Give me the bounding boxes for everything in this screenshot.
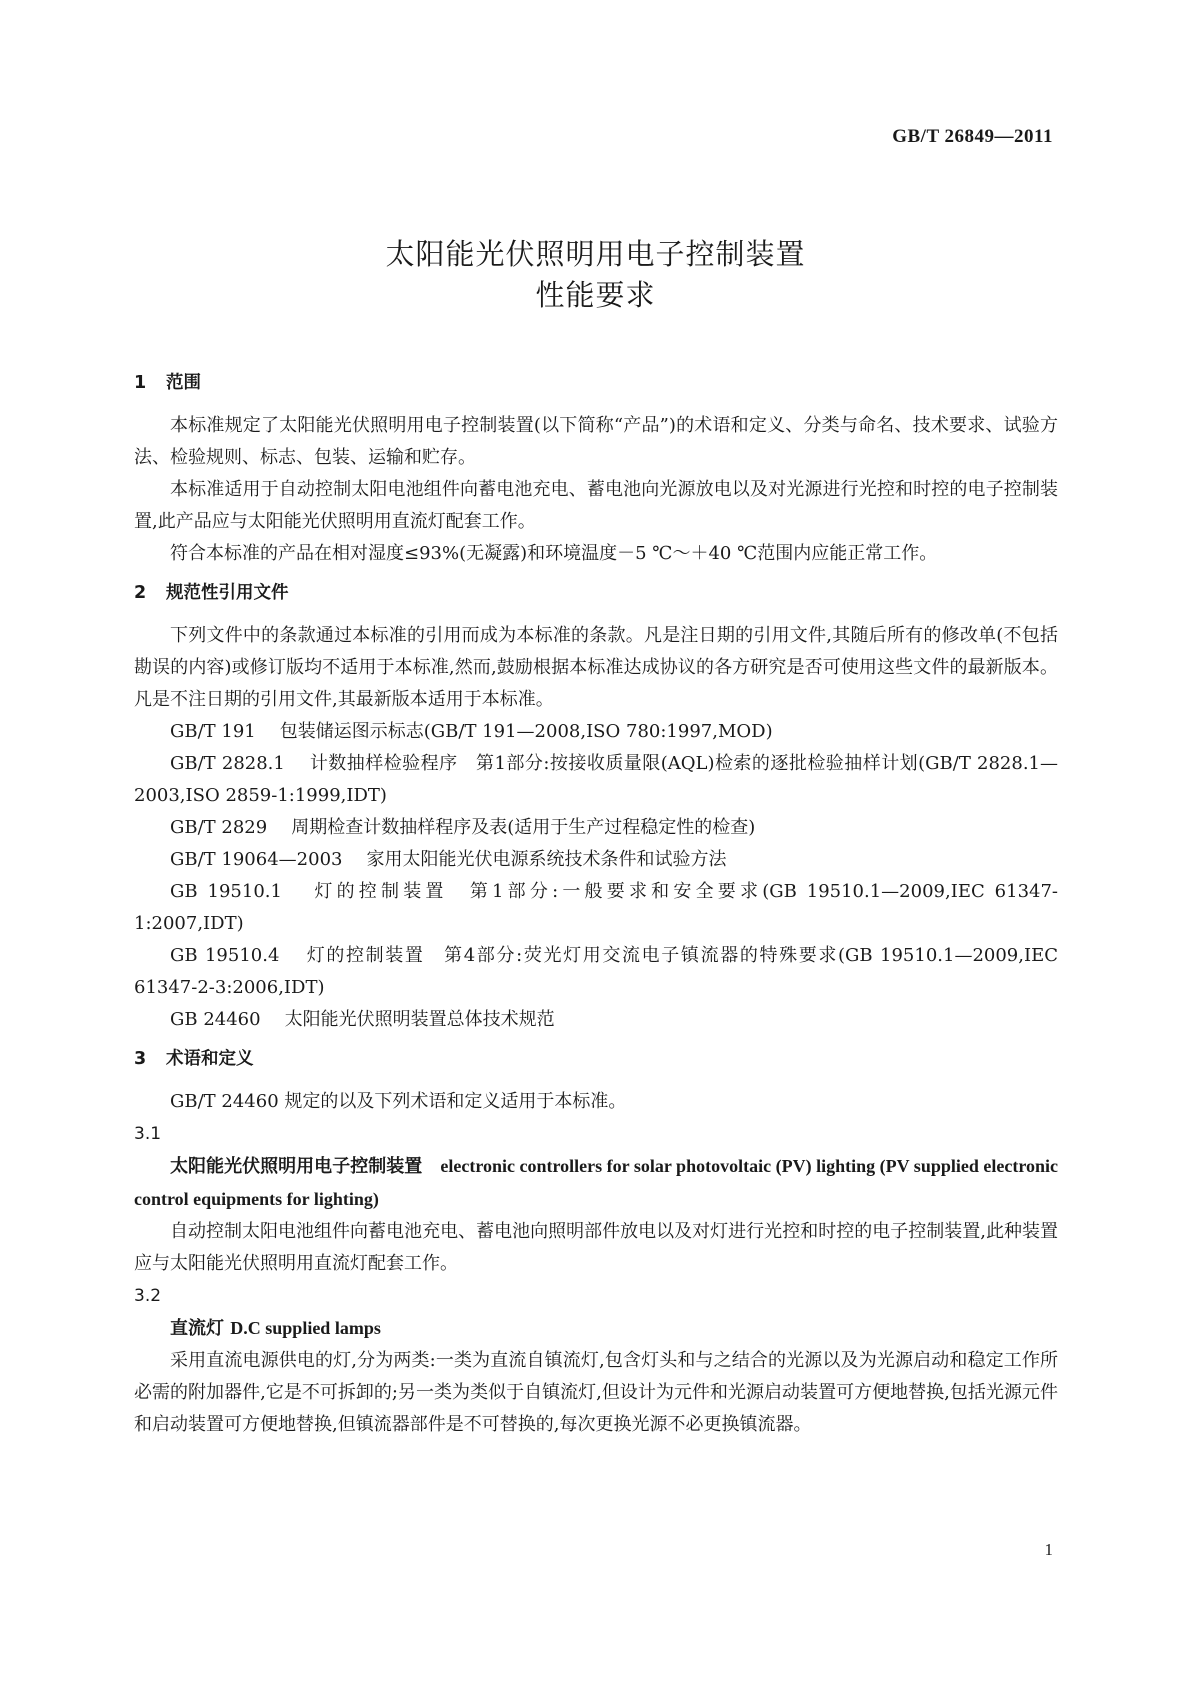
standard-number: GB/T 26849—2011: [892, 126, 1053, 147]
section-number: 3: [134, 1049, 147, 1069]
scope-paragraph: 符合本标准的产品在相对湿度≤93%(无凝露)和环境温度－5 ℃～＋40 ℃范围内应能正常工作。: [170, 543, 938, 564]
scope-paragraph: 本标准适用于自动控制太阳电池组件向蓄电池充电、蓄电池向光源放电以及对光源进行光控和时控的电子控制装置,此产品应与太阳能光伏照明用直流灯配套工作。: [134, 479, 1058, 532]
reference-code: GB/T 2829: [170, 817, 268, 838]
reference-entry: [134, 844, 1058, 876]
reference-entry: [134, 940, 1058, 1004]
section-title: 规范性引用文件: [166, 583, 289, 603]
references-intro: 下列文件中的条款通过本标准的引用而成为本标准的条款。凡是注日期的引用文件,其随后所有的修改单(不包括勘误的内容)或修订版均不适用于本标准,然而,鼓励根据本标准达成协议的各方研究是否可使用这些文件的最新版本。凡是不注日期的引用文件,其最新版本适用于本标准。: [134, 625, 1058, 710]
reference-entry: [134, 748, 1058, 812]
reference-title: 计数抽样检验程序 第1部分:按接收质量限(AQL)检索的逐批检验抽样计划(GB/T 2828.1—2003,ISO 2859-1:1999,IDT): [134, 753, 1059, 806]
term-definition: 自动控制太阳电池组件向蓄电池充电、蓄电池向照明部件放电以及对灯进行光控和时控的电子控制装置,此种装置应与太阳能光伏照明用直流灯配套工作。: [134, 1221, 1058, 1274]
term-entry: [134, 1150, 1058, 1216]
section-heading-scope: [134, 370, 1058, 396]
term-number: 3.1: [134, 1124, 162, 1144]
reference-title: 灯的控制装置 第4部分:荧光灯用交流电子镇流器的特殊要求(GB 19510.1—2009,IEC 61347-2-3:2006,IDT): [134, 945, 1059, 998]
page-number: 1: [1044, 1540, 1053, 1559]
section-heading-terms-and-definitions: [134, 1046, 1058, 1072]
section-heading-normative-references: [134, 580, 1058, 606]
reference-title: 包装储运图示标志(GB/T 191—2008,ISO 780:1997,MOD): [279, 721, 773, 742]
reference-title: 灯的控制装置 第1部分:一般要求和安全要求(GB 19510.1—2009,IEC 61347-1:2007,IDT): [134, 881, 1059, 934]
reference-title: 家用太阳能光伏电源系统技术条件和试验方法: [366, 849, 727, 870]
section-title: 术语和定义: [166, 1049, 254, 1069]
reference-code: GB/T 19064—2003: [170, 849, 343, 870]
terms-intro: GB/T 24460 规定的以及下列术语和定义适用于本标准。: [170, 1091, 627, 1112]
reference-title: 周期检查计数抽样程序及表(适用于生产过程稳定性的检查): [291, 817, 756, 838]
scope-paragraph: 本标准规定了太阳能光伏照明用电子控制装置(以下简称“产品”)的术语和定义、分类与命名、技术要求、试验方法、检验规则、标志、包装、运输和贮存。: [134, 415, 1058, 468]
reference-code: GB 19510.4: [170, 945, 280, 966]
reference-code: GB/T 2828.1: [170, 753, 285, 774]
term-number: 3.2: [134, 1286, 162, 1306]
reference-entry: [134, 812, 1058, 844]
term-english: electronic controllers for solar photovoltaic (PV) lighting (PV supplied electronic control equipments for lighting): [134, 1156, 1059, 1209]
reference-title: 太阳能光伏照明装置总体技术规范: [284, 1009, 555, 1030]
document-body: [134, 370, 1058, 1441]
reference-code: GB 24460: [170, 1009, 261, 1030]
reference-entry: [134, 876, 1058, 940]
term-chinese: 直流灯: [170, 1318, 224, 1339]
reference-entry: [134, 1004, 1058, 1036]
document-title-line-1: 太阳能光伏照明用电子控制装置: [385, 237, 806, 271]
reference-entry: [134, 716, 1058, 748]
term-definition: 采用直流电源供电的灯,分为两类:一类为直流自镇流灯,包含灯头和与之结合的光源以及为光源启动和稳定工作所必需的附加器件,它是不可拆卸的;另一类为类似于自镇流灯,但设计为元件和光源启动装置可方便地替换,包括光源元件和启动装置可方便地替换,但镇流器部件是不可替换的,每次更换光源不必更换镇流器。: [134, 1350, 1058, 1435]
reference-code: GB 19510.1: [170, 881, 282, 902]
term-chinese: 太阳能光伏照明用电子控制装置: [170, 1156, 423, 1177]
document-title-line-2: 性能要求: [535, 278, 656, 312]
section-title: 范围: [166, 373, 201, 393]
reference-code: GB/T 191: [170, 721, 256, 742]
section-number: 2: [134, 583, 147, 603]
term-entry: [134, 1312, 1058, 1345]
term-english: D.C supplied lamps: [230, 1318, 381, 1338]
section-number: 1: [134, 373, 147, 393]
